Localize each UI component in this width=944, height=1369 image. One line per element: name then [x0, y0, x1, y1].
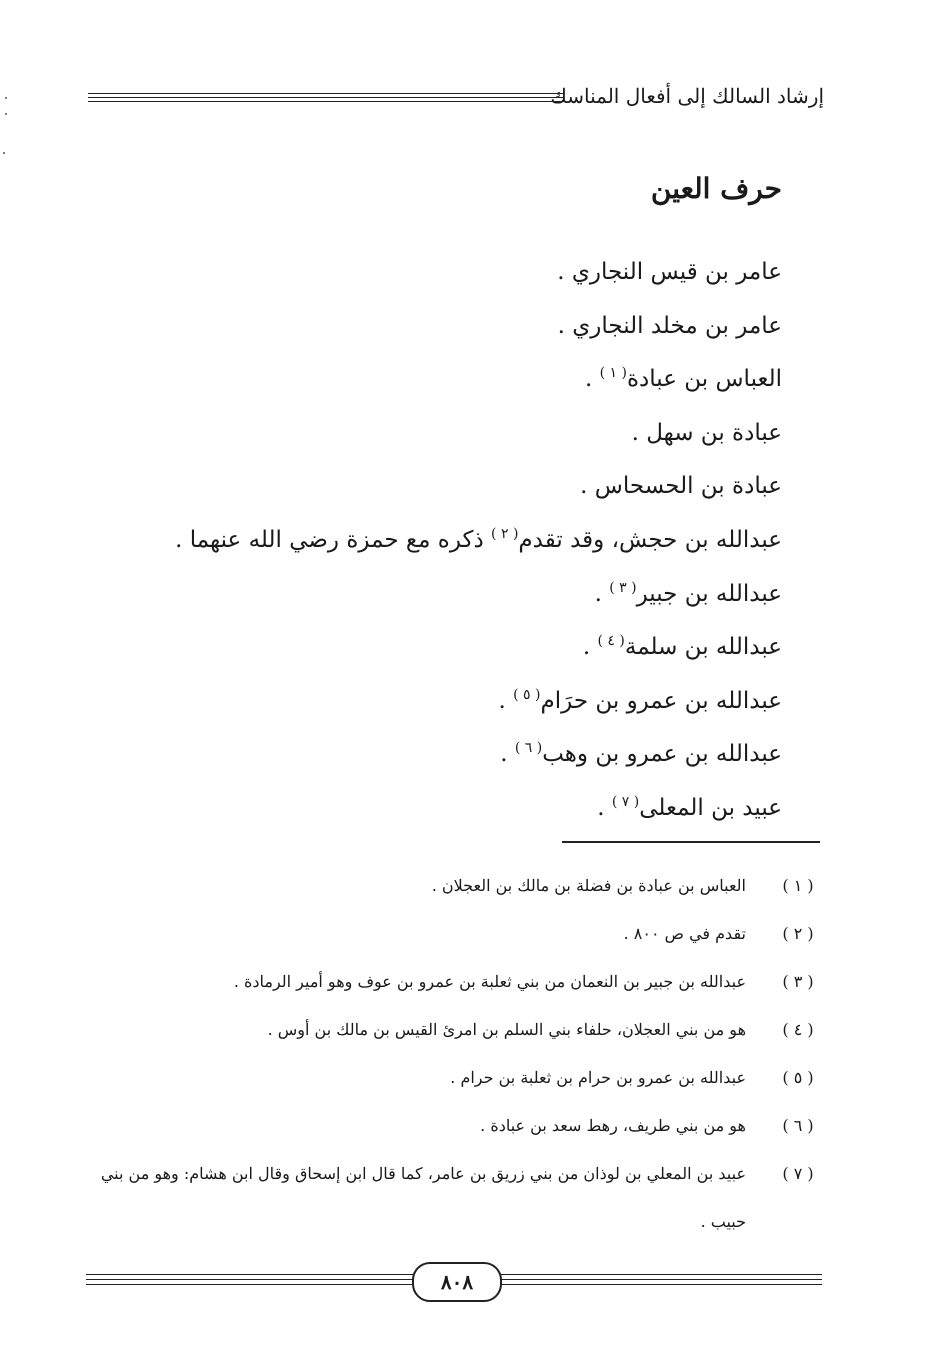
margin-speck: [5, 113, 7, 115]
footnote-ref: ( ٦ ): [514, 740, 543, 757]
footnote-number: ( ١ ): [782, 876, 814, 895]
footer-rule-left: [86, 1279, 414, 1280]
footnote-number: ( ٧ ): [782, 1164, 814, 1183]
footnote-text: هو من بني العجلان، حلفاء بني السلم بن امرئ القيس بن مالك بن أوس .: [267, 1020, 746, 1039]
name-entry: العباس بن عبادة$^{( ١ )}$ .: [584, 365, 782, 393]
name-entry: عامر بن مخلد النجاري .: [557, 312, 782, 339]
name-entry: عبدالله بن جبير$^{( ٣ )}$ .: [594, 579, 782, 607]
footer-rule-left: [86, 1274, 414, 1275]
name-entry: عبادة بن سهل .: [631, 419, 782, 446]
footnote-ref: ( ٧ ): [611, 793, 640, 810]
page-number: ٨٠٨: [412, 1262, 502, 1302]
footnote-text: عبدالله بن جبير بن النعمان من بني ثعلبة بن عمرو بن عوف وهو أمير الرمادة .: [233, 972, 746, 991]
footnote-item: [82, 1054, 822, 1102]
footnote-item: [82, 958, 822, 1006]
footnote-item: [82, 1102, 822, 1150]
margin-speck: [5, 97, 7, 99]
running-header-title: إرشاد السالك إلى أفعال المناسك: [550, 84, 824, 108]
name-entry: عبدالله بن حجش، وقد تقدم$^{( ٢ )}$ ذكره مع حمزة رضي الله عنهما .: [175, 525, 782, 553]
footnote-number: ( ٢ ): [782, 924, 814, 943]
footnote-text: هو من بني طريف، رهط سعد بن عبادة .: [480, 1116, 746, 1135]
footnote-number: ( ٣ ): [782, 972, 814, 991]
section-heading: حرف العين: [650, 172, 782, 205]
footer-rule-right: [496, 1279, 822, 1280]
footnote-text: العباس بن عبادة بن فضلة بن مالك بن العجلان .: [431, 876, 746, 895]
footnote-item: [82, 862, 822, 910]
header-rule-top: [88, 93, 564, 94]
footer-rule-right: [496, 1274, 822, 1275]
footnote-number: ( ٥ ): [782, 1068, 814, 1087]
name-entry: عبدالله بن سلمة$^{( ٤ )}$ .: [582, 633, 782, 661]
header-rule-bottom: [88, 101, 564, 102]
header-rule-middle: [88, 97, 564, 98]
name-entry: عبيد بن المعلى$^{( ٧ )}$ .: [597, 793, 782, 821]
footer-rule-right: [496, 1284, 822, 1285]
footnote-item: [82, 910, 822, 958]
footnote-ref: ( ١ ): [599, 365, 627, 382]
footnote-item: [82, 1150, 822, 1246]
name-list: [82, 240, 782, 830]
name-entry: عبادة بن الحسحاس .: [580, 473, 782, 500]
footnote-number: ( ٤ ): [782, 1020, 814, 1039]
name-entry: عبدالله بن عمرو بن وهب$^{( ٦ )}$ .: [500, 740, 782, 768]
footnote-ref: ( ٥ ): [513, 686, 541, 703]
footnote-number: ( ٦ ): [782, 1116, 814, 1135]
name-entry: عامر بن قيس النجاري .: [557, 259, 782, 285]
footnote-list: [82, 862, 822, 1246]
footnote-text: عبيد بن المعلي بن لوذان من بني زريق بن عامر، كما قال ابن إسحاق وقال ابن هشام: وهو من بني حبيب .: [100, 1164, 746, 1231]
footnote-item: [82, 1006, 822, 1054]
footnote-text: تقدم في ص ٨٠٠ .: [623, 924, 746, 943]
footnote-text: عبدالله بن عمرو بن حرام بن ثعلبة بن حرام .: [450, 1068, 746, 1087]
footnote-ref: ( ٢ ): [491, 525, 519, 542]
footnote-divider: [562, 841, 820, 843]
footnote-ref: ( ٣ ): [609, 579, 637, 596]
name-entry: عبدالله بن عمرو بن حرَام$^{( ٥ )}$ .: [498, 686, 782, 714]
margin-speck: [3, 152, 5, 154]
footnote-ref: ( ٤ ): [597, 633, 625, 650]
footer-rule-left: [86, 1284, 414, 1285]
